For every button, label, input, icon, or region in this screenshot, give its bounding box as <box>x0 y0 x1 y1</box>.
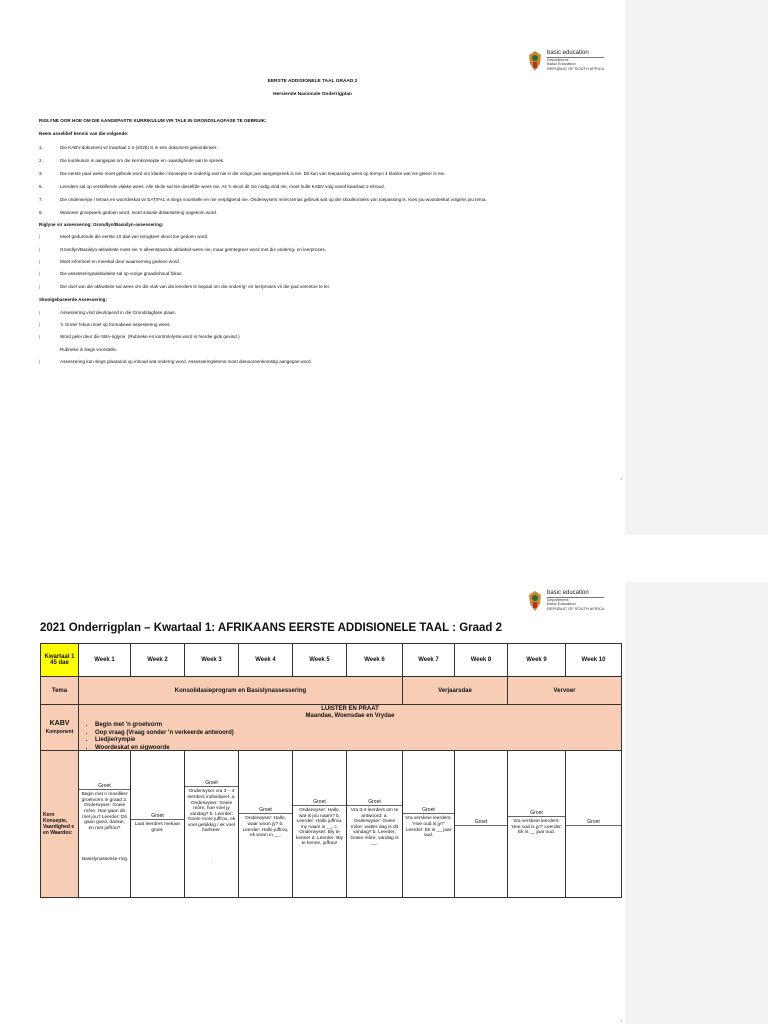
week-header: Week 10 <box>566 644 622 677</box>
assessment-bullet: Moet gedurende die eerste 10 dae van terugkeer skool toe gedoen word. <box>60 234 209 239</box>
assessment-heading: Riglyne vir assessering: Grondlyn/Basislyn-assessering: <box>39 222 164 227</box>
cell-body: Begin met n moeiliker groetvorm in graad 2. Onderwyser: Goeie môre. Hoe gaan dit met jou? Leerder: Dit gaan goed, dankie, en met juffrou? <box>81 792 128 831</box>
table-header-row <box>41 644 622 677</box>
kern-cell <box>185 751 239 898</box>
week-header: Week 1 <box>79 644 131 677</box>
week-header: Week 5 <box>293 644 347 677</box>
page-gap <box>0 535 768 582</box>
logo-sub-1: Department: <box>547 57 570 62</box>
bullet-marker: | <box>39 334 41 339</box>
sba-bullet: Assessering kan slegs plaasvind op inhoud wat onderrig word. Assesseringsitems moet dienooreenkomstig aangepas word. <box>60 359 312 364</box>
kabv-label: KABV <box>49 719 70 727</box>
table-row-kern <box>41 751 622 898</box>
cell-body: Vra verskeie leerders: 'Hoe oud is jy?' Leerder: Ek is __ jaar oud. <box>405 816 452 839</box>
week-header: Week 6 <box>347 644 403 677</box>
week-header: Week 2 <box>131 644 185 677</box>
cell-head: Groet <box>403 807 454 814</box>
kern-label-cell <box>41 751 79 898</box>
cell-head: Groet <box>508 810 565 817</box>
cell-extra: . <box>210 860 213 866</box>
cell-body: Onderwyser: Hallo, waar woon jy? b. Leerder: Hallo juffrou, ek woon in __. <box>242 816 289 839</box>
cell-head: Groet <box>566 819 621 826</box>
cell-head: Groet <box>239 807 292 814</box>
kabv-list <box>89 722 234 751</box>
doc-subtitle: Hersiende Nasionale Onderrigplan <box>273 92 352 97</box>
kern-label: Kern Konsepte, Vaardighed e en Waardes: <box>43 812 75 836</box>
kern-cell <box>455 751 508 898</box>
guideline-item: 8. Wanneer groepwerk gedoen word, moet sosiale distansiëring nagekom word. <box>39 210 218 215</box>
kern-cell <box>293 751 347 898</box>
cell-body <box>566 826 621 830</box>
coat-of-arms-icon <box>527 50 543 72</box>
cell-body: Onderwyser vra 3 – 4 leerders individueel. a. Onderwyser: Goeie môre, hoe voel jy vandag? b. Leerder: Goeie more juffrou, ek voel gelukkig / ek voel hartseer. <box>187 789 236 834</box>
assessment-bullet: Grondlyn/Basislyn-aktiwiteite moet nie 'n alleenstaande aktiwiteit wees nie, maar geïntegreer word met die onderrig- en leerproses. <box>60 247 326 252</box>
bullet-marker: | <box>39 234 41 239</box>
cell-body: Vra verskeie leerders: 'Hoe oud is jy?' Leerder: Ek is __ jaar oud. <box>510 819 563 836</box>
term-label: Kwartaal 1 45 dae <box>41 644 79 677</box>
logo-name: basic education <box>547 590 604 598</box>
week-header: Week 7 <box>403 644 455 677</box>
coat-of-arms-icon <box>527 590 543 612</box>
assessment-bullet: Moet informeel en meestal deur waarneming gedoen word. <box>60 259 181 264</box>
doc-title: EERSTE ADDISIONELE TAAL GRAAD 2 <box>267 79 358 84</box>
week-header: Week 4 <box>239 644 293 677</box>
sba-bullet: Assessering vind deurlopend in die Grondslagfase plaas. <box>60 310 176 315</box>
kabv-point: • Oop vraag (Vraag sonder 'n verkeerde antwoord) <box>95 730 234 738</box>
kern-cell <box>79 751 131 898</box>
cell-extra: Basislynassesse-ring <box>81 857 128 863</box>
page-marker: 1 <box>620 476 623 481</box>
bullet-marker: | <box>39 259 41 264</box>
guidelines-heading: RIGLYNE OOR HOE OM DIE AANGEPASTE KURRIKULUM VIR TALE IN GRONDSLAGFASE TE GEBRUIK: <box>39 118 267 123</box>
kabv-days: Maandae, Woensdae en Vrydae <box>305 713 395 719</box>
kabv-title: LUISTER EN PRAAT <box>321 706 379 712</box>
cell-head: Groet <box>79 783 130 790</box>
cell-body: Vra 3-4 leerders om te antwoord: a. Onderwyser: Goeie môre, watter dag is dit vandag? b. Leerder: Goeie môre, vandag is __. <box>350 807 399 847</box>
bullet-marker: | <box>39 271 41 276</box>
sba-bullet: 'n Groter fokus moet op formatiewe assessering wees. <box>60 322 171 327</box>
cell-head: Groet <box>185 780 238 787</box>
week-header: Week 9 <box>508 644 566 677</box>
logo-sub-2: Basic Education <box>547 61 576 67</box>
kern-cell <box>403 751 455 898</box>
kabv-point: • Liedjie/rympie <box>95 737 234 745</box>
kabv-point: • Begin met 'n groetvorm <box>95 722 234 730</box>
document-page-1 <box>0 0 625 535</box>
cell-head: Groet <box>347 799 402 806</box>
comment-margin <box>625 0 768 535</box>
logo-sub-1: Department: <box>547 597 570 602</box>
cell-body: Laat leerders mekaar groet. <box>134 821 181 833</box>
kern-cell <box>239 751 293 898</box>
logo-name: basic education <box>547 50 604 58</box>
kern-cell <box>508 751 566 898</box>
logo-sub-2: Basic Education <box>547 601 576 607</box>
sba-bullet: Rubrieke is slegs voorstelle. <box>60 347 118 352</box>
guideline-item: 3. Die eerste paar weke moet gebruik word om klanke / konsepte te onderrig wat nie in die vorige jaar aangespreek is nie. Dit kan van toepassing wees op termyn 4 klanke wat nie geleer is nie. <box>39 171 446 176</box>
tema-label: Tema <box>41 677 79 705</box>
table-row-tema <box>41 677 622 705</box>
guideline-item: 1. Die KABV-dokument vir kwartaal 1-4 (2020) is in een dokument gekombineer. <box>39 145 218 150</box>
plan-heading: 2021 Onderrigplan – Kwartaal 1: AFRIKAANS EERSTE ADDISIONELE TAAL : Graad 2 <box>40 622 503 634</box>
dbe-logo <box>527 590 604 612</box>
cell-body <box>455 826 507 830</box>
bullet-marker: | <box>39 310 41 315</box>
bullet-marker: | <box>39 247 41 252</box>
kabv-point: • Woordeskat en sigwoorde <box>95 745 234 751</box>
kabv-content-cell <box>79 705 622 751</box>
tema-cell: Vervoer <box>508 677 622 705</box>
cell-head: Groet <box>131 813 184 820</box>
guideline-item: 7. Die onderwerpe / temas en woordeskat vir EAT/FAL is slegs voorstelle en nie verpligtend nie. Onderwysers moet temas gebruik wat op die skoolkonteks van toepassing is. Kies jou woordeskat volgens jou tema. <box>39 197 487 202</box>
guideline-item: 5. Leerders sal op verskillende vlakke wees. Alle skole sal nie dieselfde wees nie. As 'n skool dit nie nodig vind nie, moet hulle KABV volg vanaf kwartaal 1-inhoud. <box>39 184 385 189</box>
assessment-bullet: Die doel van die aktiwiteite sal wees om die vlak van die leerders te bepaal om die onderrig- en leerproses vir die pad vorentoe te lei. <box>60 284 330 289</box>
tema-cell: Verjaarsdae <box>403 677 508 705</box>
kabv-sublabel: Komponent <box>45 728 74 735</box>
cell-head: Groet <box>293 799 346 806</box>
comment-margin <box>625 582 768 1024</box>
tema-cell: Konsolidasieprogram en Basislynassessering <box>79 677 403 705</box>
teaching-plan-table <box>40 643 622 898</box>
kern-cell <box>131 751 185 898</box>
week-header: Week 8 <box>455 644 508 677</box>
week-header: Week 3 <box>185 644 239 677</box>
guideline-item: 2. Die kurrikulum is aangepas om die kernkonsepte en -vaardighede aan te spreek. <box>39 158 225 163</box>
sba-heading: Skoolgebaseerde Assessering: <box>39 297 107 302</box>
kern-cell <box>566 751 622 898</box>
cell-body: Onderwyser: Hallo, wat is jou naam? b. Leerder: Hallo juffrou, my naam is __. c. Onderwyser: Bly te kenne! d. Leerder: Bly te kenne, juffrou! <box>296 807 343 847</box>
dbe-logo <box>527 50 604 72</box>
kabv-label-cell <box>41 705 79 751</box>
cell-head: Groet <box>455 819 507 826</box>
bullet-marker: | <box>39 322 41 327</box>
assessment-bullet: Die assesseringsaktiwiteite sal op vorige graadinhoud fokus. <box>60 271 183 276</box>
kern-cell <box>347 751 403 898</box>
bullet-marker: | <box>39 359 41 364</box>
sba-bullet: Word gelei deur die SBA-riglyne. (Rubrieke en kontrolelyste word in hierdie gids gevind.) <box>60 334 240 339</box>
bullet-marker: | <box>39 284 41 289</box>
guidelines-intro: Neem asseblief kennis van die volgende: <box>39 131 129 136</box>
page-marker: 1 <box>620 1018 623 1023</box>
logo-sub-3: REPUBLIC OF SOUTH AFRICA <box>547 605 605 611</box>
logo-sub-3: REPUBLIC OF SOUTH AFRICA <box>547 65 605 71</box>
table-row-kabv <box>41 705 622 751</box>
